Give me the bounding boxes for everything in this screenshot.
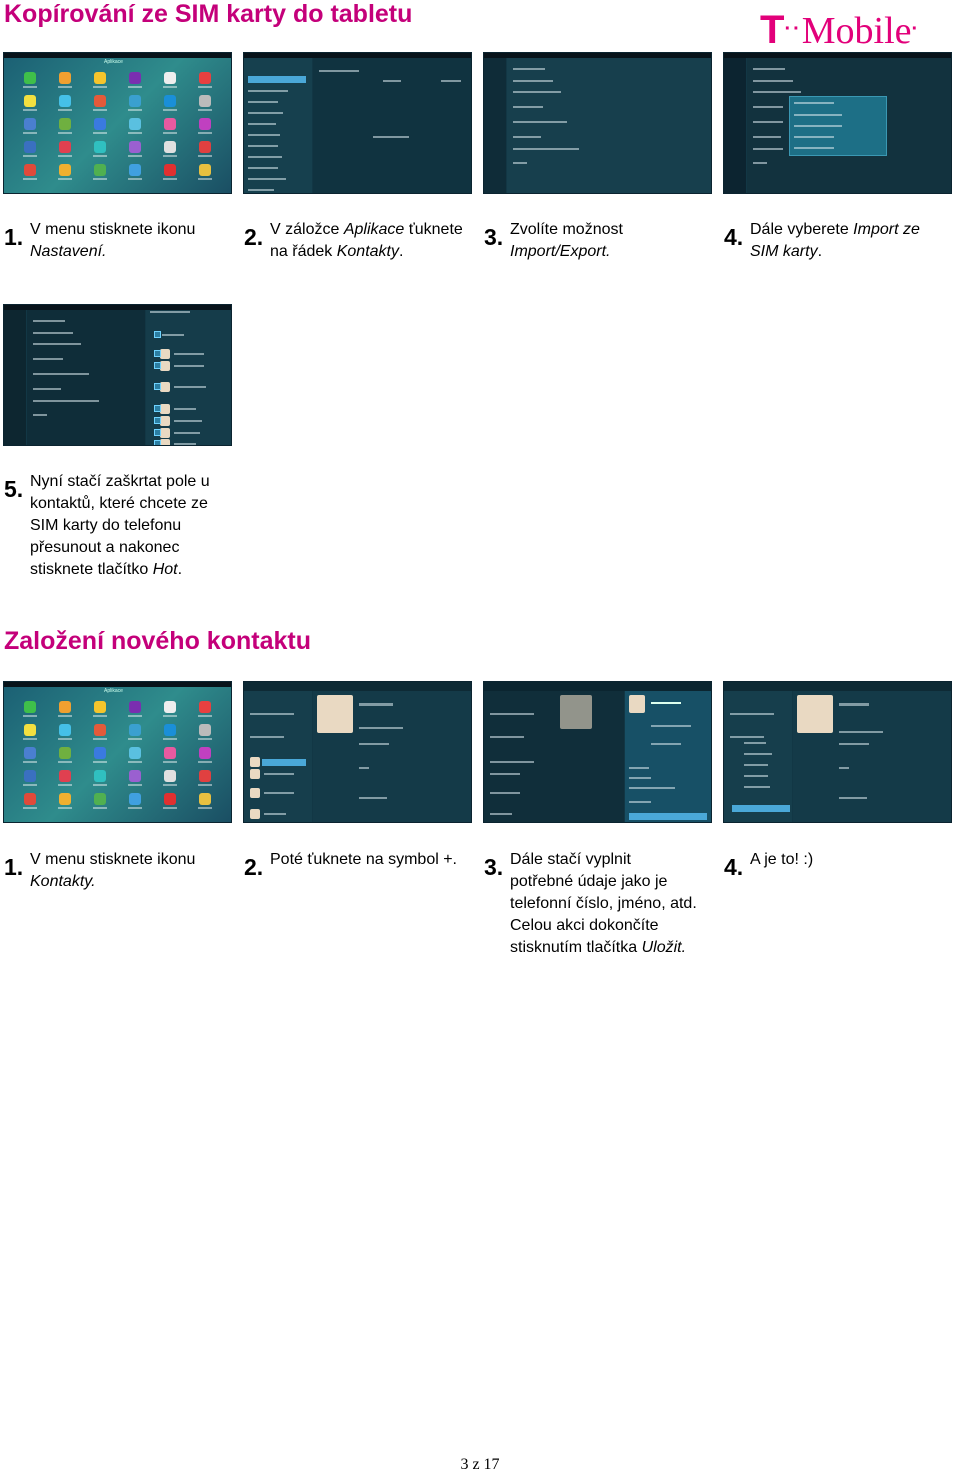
step-number: 4. bbox=[724, 854, 744, 880]
step-number: 1. bbox=[4, 854, 24, 880]
step-text: A je to! :) bbox=[750, 851, 814, 868]
section-title-copy-sim: Kopírování ze SIM karty do tabletu bbox=[4, 0, 413, 28]
step-text: Poté ťuknete na symbol +. bbox=[270, 851, 457, 868]
t-mobile-logo: T··Mobile· bbox=[760, 8, 921, 52]
step-number: 3. bbox=[484, 224, 504, 250]
screenshot-import-export-menu bbox=[483, 52, 712, 194]
page-number: 3 z 17 bbox=[460, 1456, 500, 1473]
screenshot-apps-menu: Aplikace bbox=[3, 52, 232, 194]
screenshot-new-contact-form bbox=[483, 681, 712, 823]
step-text: Dále vyberete Import ze SIM karty. bbox=[750, 221, 920, 260]
step-number: 4. bbox=[724, 224, 744, 250]
step-text: V menu stisknete ikonu Nastavení. bbox=[30, 221, 196, 260]
step-text: Dále stačí vyplnit potřebné údaje jako je telefonní číslo, jméno, atd. Celou akci dokončíte stisknutím tlačítka Uložit. bbox=[510, 851, 697, 956]
screenshot-sim-contacts-select bbox=[3, 304, 232, 446]
screenshot-settings-apps bbox=[243, 52, 472, 194]
step-number: 2. bbox=[244, 224, 264, 250]
section-title-new-contact: Založení nového kontaktu bbox=[4, 627, 311, 655]
step-text: V menu stisknete ikonu Kontakty. bbox=[30, 851, 196, 890]
step-number: 3. bbox=[484, 854, 504, 880]
step-text: Zvolíte možnost Import/Export. bbox=[510, 221, 623, 260]
step-text: Nyní stačí zaškrtat pole u kontaktů, které chcete ze SIM karty do telefonu přesunout a nakonec stisknete tlačítko Hot. bbox=[30, 473, 210, 578]
step-number: 2. bbox=[244, 854, 264, 880]
screenshot-saved-contact bbox=[723, 681, 952, 823]
step-number: 1. bbox=[4, 224, 24, 250]
screenshot-apps-menu-2: Aplikace bbox=[3, 681, 232, 823]
screenshot-import-sim-popup bbox=[723, 52, 952, 194]
step-number: 5. bbox=[4, 476, 24, 502]
screenshot-contacts-list bbox=[243, 681, 472, 823]
step-text: V záložce Aplikace ťuknete na řádek Kontakty. bbox=[270, 221, 463, 260]
